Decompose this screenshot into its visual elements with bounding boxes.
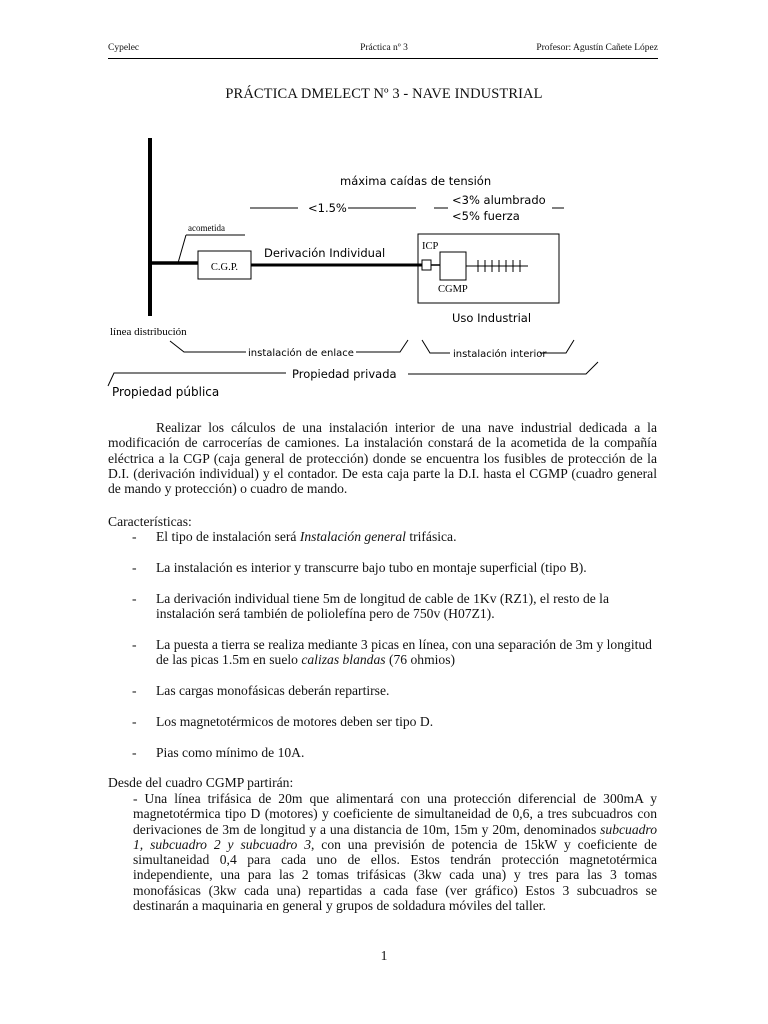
uso-industrial-label: Uso Industrial xyxy=(452,311,532,325)
bullet-text-part: La puesta a tierra se realiza mediante 3 picas en línea, con una separación de 3m y longitud de las picas 1.5m en suelo xyxy=(156,637,652,668)
publica-label: Propiedad pública xyxy=(112,385,220,399)
page-number: 1 xyxy=(380,948,388,963)
subcuadro-paragraph xyxy=(133,791,657,913)
acometida-pointer xyxy=(178,235,186,263)
subcuadro-text-part: - Una línea trifásica de 20m que alimentará con una protección diferencial de 300mA y magnetotérmica tipo D (motores) y coeficiente de simultaneidad de 0,6, a tres subcuadros con derivaciones de 3m de longitud y a una distancia de 10m, 15m y 20m, denominados xyxy=(133,791,657,837)
cgmp-label: CGMP xyxy=(438,284,468,295)
bullet-text: La derivación individual tiene 5m de longitud de cable de 1Kv (RZ1), el resto de la instalación será también de poliolefína pero de 750v (H07Z1). xyxy=(156,591,609,622)
bullet-dash: - xyxy=(132,745,137,760)
drop-power-label: <5% fuerza xyxy=(452,209,520,223)
characteristics-label: Características: xyxy=(108,514,192,529)
bullet-text: Los magnetotérmicos de motores deben ser tipo D. xyxy=(156,714,434,729)
page-title: PRÁCTICA DMELECT Nº 3 - NAVE INDUSTRIAL xyxy=(225,86,543,102)
derivacion-label: Derivación Individual xyxy=(264,246,386,260)
bullet-text-emphasis: Instalación general xyxy=(299,529,406,544)
interior-label: instalación interior xyxy=(453,349,547,360)
header-left: Cypelec xyxy=(108,43,140,53)
drop-lighting-label: <3% alumbrado xyxy=(452,193,546,207)
bullet-text-emphasis: calizas blandas xyxy=(301,652,386,668)
from-cgmp-label: Desde del cuadro CGMP partirán: xyxy=(108,775,294,790)
bullet-text: La instalación es interior y transcurre bajo tubo en montaje superficial (tipo B). xyxy=(156,560,587,575)
bullet-dash: - xyxy=(132,714,137,729)
privada-bracket-right xyxy=(408,362,598,374)
cgmp-box xyxy=(440,252,466,280)
bullet-dash: - xyxy=(132,591,137,606)
privada-label: Propiedad privada xyxy=(292,367,397,381)
icp-label: ICP xyxy=(422,241,439,252)
cgp-label: C.G.P. xyxy=(210,262,239,273)
intro-paragraph: Realizar los cálculos de una instalación interior de una nave industrial dedicada a la modificación de carrocerías de camiones. La instalación constará de la acometida de la compañía eléctrica a la CGP (caja general de protección) donde se encuentra los fusibles de protección de la D.I. (derivación individual) y el contador. De esta caja parte la D.I. hasta el CGMP (cuadro general de mando y protección) o cuadro de mando. xyxy=(108,420,657,497)
bullet-text: Las cargas monofásicas deberán repartirse. xyxy=(156,683,390,698)
enlace-bracket-right xyxy=(356,340,408,352)
header-center: Práctica nº 3 xyxy=(360,43,408,53)
voltage-drop-title: máxima caídas de tensión xyxy=(340,174,492,188)
enlace-bracket-left xyxy=(170,341,246,352)
bullet-dash: - xyxy=(132,683,137,698)
drop-di-label: <1.5% xyxy=(308,201,347,215)
bullet-text-part: El tipo de instalación será xyxy=(156,529,300,544)
subcuadro-text-part: , con una previsión de potencia de 15kW y coeficiente de simultaneidad 0,4 para cada uno de ellos. Estos tendrán protección magnetotérmica independiente, una para las 2 tomas trifásicas (3kw cada una) y tres para las 3 tomas monofásicas (3kw cada una) repartidas a cada fase (ver gráfico) Estos 3 subcuadros se destinarán a maquinaria en general y grupos de soldadura móviles del taller. xyxy=(133,836,657,914)
linea-distribucion-label: línea distribución xyxy=(110,326,187,338)
interior-bracket-left xyxy=(422,340,450,353)
subcuadro-text-emphasis: subcuadro 1, subcuadro 2 y subcuadro 3 xyxy=(133,821,657,852)
bullet-text-part: trifásica. xyxy=(405,529,457,544)
icp-box xyxy=(422,260,431,270)
enlace-label: instalación de enlace xyxy=(248,348,354,359)
bullet-text xyxy=(156,529,656,544)
bullet-text: Pias como mínimo de 10A. xyxy=(156,745,305,760)
bullet-dash: - xyxy=(132,637,137,652)
bullet-text xyxy=(156,637,656,668)
header-right: Profesor: Agustín Cañete López xyxy=(536,43,658,53)
bullet-dash: - xyxy=(132,529,137,544)
bullet-text-part: (76 ohmios) xyxy=(385,652,456,668)
installation-diagram xyxy=(100,128,620,408)
bullet-dash: - xyxy=(132,560,137,575)
acometida-label: acometida xyxy=(188,223,225,233)
header-rule xyxy=(108,58,658,59)
